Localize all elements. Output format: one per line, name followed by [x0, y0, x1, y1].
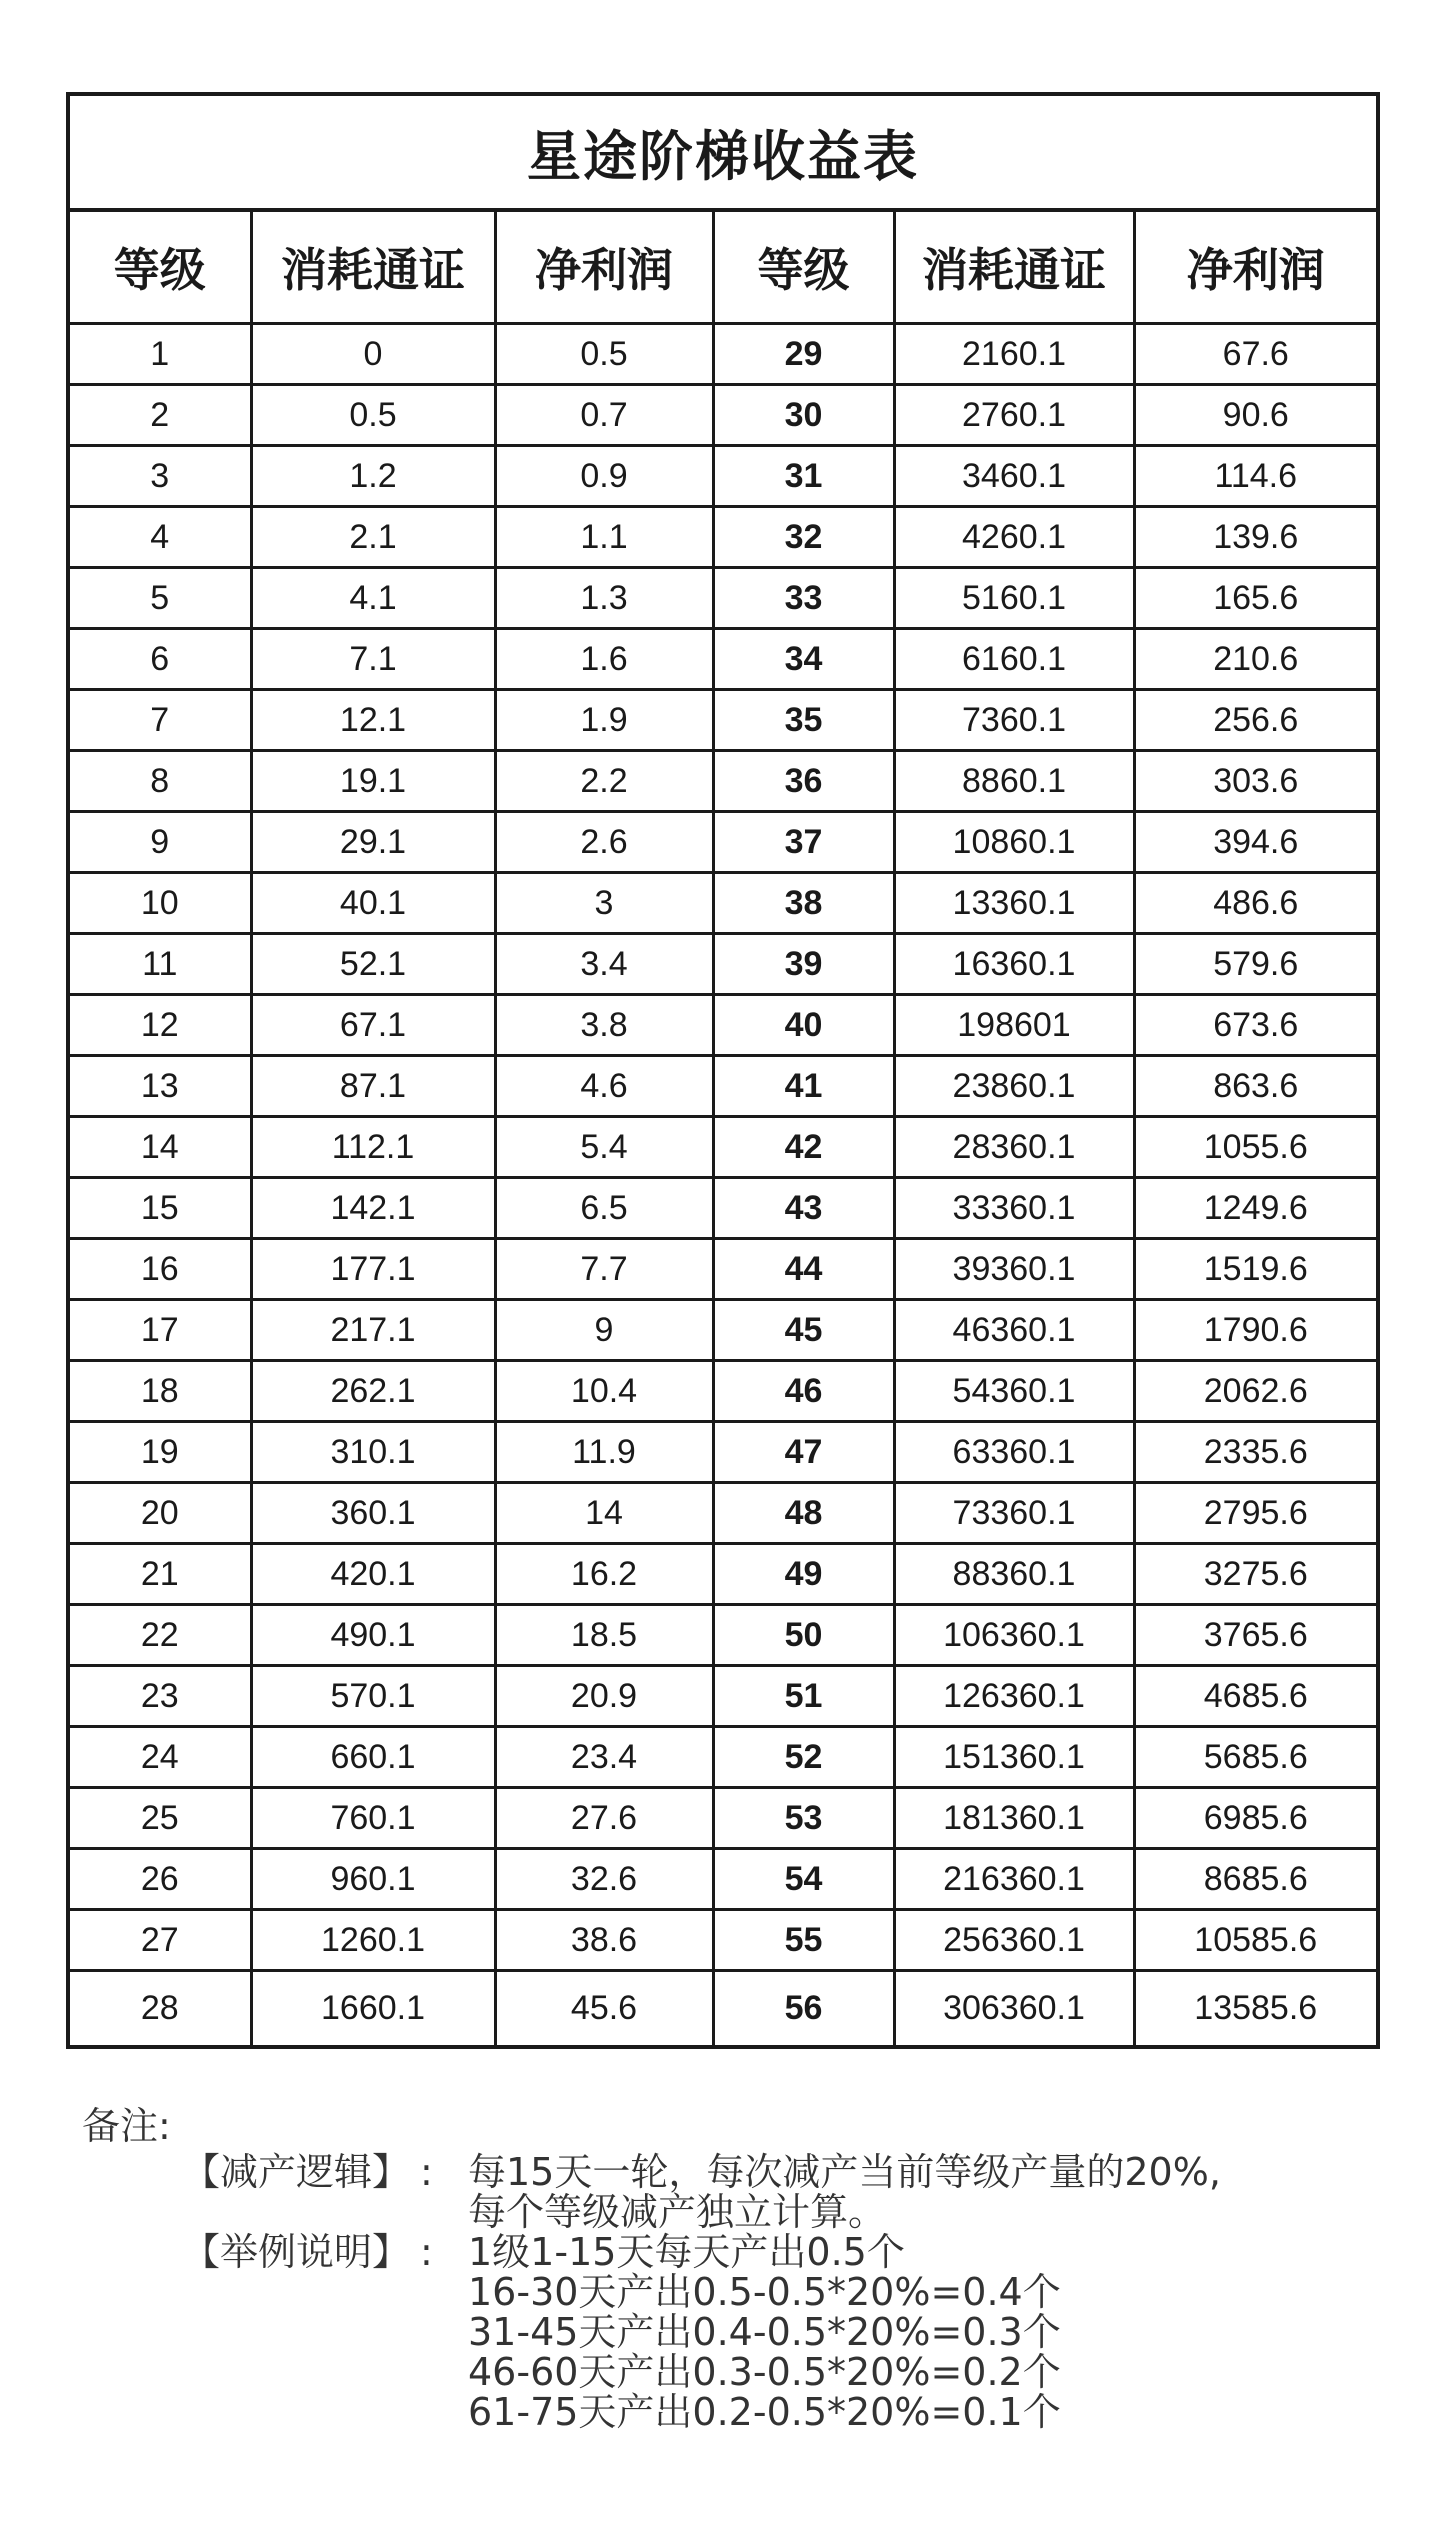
cell-level: 41 — [713, 1056, 894, 1117]
table-row — [70, 1300, 1376, 1361]
cell-profit: 863.6 — [1134, 1056, 1376, 1117]
table-row — [70, 385, 1376, 446]
table-row — [70, 1239, 1376, 1300]
cell-cost: 217.1 — [251, 1300, 495, 1361]
cell-profit: 1519.6 — [1134, 1239, 1376, 1300]
cell-profit: 0.7 — [495, 385, 713, 446]
cell-profit: 10.4 — [495, 1361, 713, 1422]
cell-cost: 570.1 — [251, 1666, 495, 1727]
cell-cost: 1660.1 — [251, 1971, 495, 2046]
cell-cost: 52.1 — [251, 934, 495, 995]
cell-profit: 14 — [495, 1483, 713, 1544]
cell-profit: 2795.6 — [1134, 1483, 1376, 1544]
table-row — [70, 1971, 1376, 2046]
note-line: 46-60天产出0.3-0.5*20%=0.2个 — [468, 2350, 1061, 2394]
cell-cost: 88360.1 — [894, 1544, 1134, 1605]
cell-cost: 420.1 — [251, 1544, 495, 1605]
cell-cost: 39360.1 — [894, 1239, 1134, 1300]
cell-profit: 10585.6 — [1134, 1910, 1376, 1971]
note-line: 1级1-15天每天产出0.5个 — [468, 2230, 905, 2274]
table-row — [70, 1422, 1376, 1483]
table-row — [70, 995, 1376, 1056]
cell-level: 2 — [70, 385, 251, 446]
cell-cost: 960.1 — [251, 1849, 495, 1910]
cell-profit: 394.6 — [1134, 812, 1376, 873]
cell-cost: 5160.1 — [894, 568, 1134, 629]
cell-level: 15 — [70, 1178, 251, 1239]
cell-level: 30 — [713, 385, 894, 446]
cell-cost: 7360.1 — [894, 690, 1134, 751]
table-row — [70, 934, 1376, 995]
cell-profit: 3 — [495, 873, 713, 934]
cell-profit: 5.4 — [495, 1117, 713, 1178]
cell-profit: 16.2 — [495, 1544, 713, 1605]
cell-profit: 90.6 — [1134, 385, 1376, 446]
cell-level: 38 — [713, 873, 894, 934]
cell-level: 17 — [70, 1300, 251, 1361]
cell-level: 11 — [70, 934, 251, 995]
table-row — [70, 812, 1376, 873]
cell-cost: 1.2 — [251, 446, 495, 507]
cell-level: 18 — [70, 1361, 251, 1422]
cell-cost: 2.1 — [251, 507, 495, 568]
cell-cost: 33360.1 — [894, 1178, 1134, 1239]
cell-level: 14 — [70, 1117, 251, 1178]
cell-level: 26 — [70, 1849, 251, 1910]
notes-section — [82, 2106, 1221, 2432]
cell-level: 28 — [70, 1971, 251, 2046]
cell-profit: 27.6 — [495, 1788, 713, 1849]
cell-profit: 673.6 — [1134, 995, 1376, 1056]
income-table-card — [66, 92, 1380, 2049]
cell-profit: 67.6 — [1134, 324, 1376, 385]
note-line: 每15天一轮，每次减产当前等级产量的20%, — [468, 2150, 1221, 2194]
note-line: 16-30天产出0.5-0.5*20%=0.4个 — [468, 2270, 1061, 2314]
cell-profit: 1249.6 — [1134, 1178, 1376, 1239]
cell-cost: 126360.1 — [894, 1666, 1134, 1727]
cell-level: 33 — [713, 568, 894, 629]
cell-level: 51 — [713, 1666, 894, 1727]
cell-cost: 310.1 — [251, 1422, 495, 1483]
cell-cost: 660.1 — [251, 1727, 495, 1788]
cell-level: 3 — [70, 446, 251, 507]
cell-profit: 3765.6 — [1134, 1605, 1376, 1666]
table-row — [70, 629, 1376, 690]
cell-level: 47 — [713, 1422, 894, 1483]
cell-cost: 12.1 — [251, 690, 495, 751]
table-row — [70, 1849, 1376, 1910]
header-row — [70, 212, 1376, 324]
cell-cost: 760.1 — [251, 1788, 495, 1849]
cell-level: 46 — [713, 1361, 894, 1422]
note-tag: 【举例说明】 — [182, 2230, 411, 2274]
cell-cost: 63360.1 — [894, 1422, 1134, 1483]
cell-profit: 139.6 — [1134, 507, 1376, 568]
cell-profit: 45.6 — [495, 1971, 713, 2046]
cell-level: 52 — [713, 1727, 894, 1788]
cell-level: 44 — [713, 1239, 894, 1300]
income-table — [70, 212, 1376, 2045]
cell-profit: 3.4 — [495, 934, 713, 995]
cell-cost: 177.1 — [251, 1239, 495, 1300]
cell-cost: 256360.1 — [894, 1910, 1134, 1971]
cell-profit: 20.9 — [495, 1666, 713, 1727]
cell-cost: 13360.1 — [894, 873, 1134, 934]
cell-profit: 23.4 — [495, 1727, 713, 1788]
cell-level: 4 — [70, 507, 251, 568]
cell-profit: 2335.6 — [1134, 1422, 1376, 1483]
cell-cost: 198601 — [894, 995, 1134, 1056]
table-row — [70, 1666, 1376, 1727]
cell-cost: 142.1 — [251, 1178, 495, 1239]
note-lines — [468, 2232, 1061, 2432]
cell-cost: 4.1 — [251, 568, 495, 629]
note-item — [82, 2152, 1221, 2232]
cell-profit: 1.1 — [495, 507, 713, 568]
cell-level: 54 — [713, 1849, 894, 1910]
cell-profit: 4.6 — [495, 1056, 713, 1117]
cell-profit: 210.6 — [1134, 629, 1376, 690]
cell-profit: 13585.6 — [1134, 1971, 1376, 2046]
note-colon: : — [420, 2150, 433, 2194]
cell-level: 37 — [713, 812, 894, 873]
cell-cost: 490.1 — [251, 1605, 495, 1666]
cell-profit: 5685.6 — [1134, 1727, 1376, 1788]
cell-profit: 2.6 — [495, 812, 713, 873]
cell-cost: 151360.1 — [894, 1727, 1134, 1788]
cell-cost: 360.1 — [251, 1483, 495, 1544]
header-cost: 消耗通证 — [894, 212, 1134, 324]
header-cost: 消耗通证 — [251, 212, 495, 324]
cell-profit: 1.3 — [495, 568, 713, 629]
header-level: 等级 — [70, 212, 251, 324]
cell-level: 25 — [70, 1788, 251, 1849]
note-lines — [468, 2152, 1221, 2232]
cell-level: 27 — [70, 1910, 251, 1971]
cell-profit: 1.6 — [495, 629, 713, 690]
note-line: 61-75天产出0.2-0.5*20%=0.1个 — [468, 2390, 1061, 2434]
cell-profit: 486.6 — [1134, 873, 1376, 934]
table-row — [70, 1727, 1376, 1788]
cell-cost: 16360.1 — [894, 934, 1134, 995]
table-row — [70, 1605, 1376, 1666]
cell-profit: 7.7 — [495, 1239, 713, 1300]
note-line: 31-45天产出0.4-0.5*20%=0.3个 — [468, 2310, 1061, 2354]
cell-cost: 1260.1 — [251, 1910, 495, 1971]
table-row — [70, 1483, 1376, 1544]
table-body — [70, 324, 1376, 2046]
cell-cost: 29.1 — [251, 812, 495, 873]
cell-cost: 0.5 — [251, 385, 495, 446]
note-line: 每个等级减产独立计算。 — [468, 2190, 887, 2234]
table-row — [70, 446, 1376, 507]
header-level: 等级 — [713, 212, 894, 324]
note-tag: 【减产逻辑】 — [182, 2150, 411, 2194]
cell-profit: 0.5 — [495, 324, 713, 385]
header-profit: 净利润 — [495, 212, 713, 324]
cell-level: 21 — [70, 1544, 251, 1605]
cell-level: 19 — [70, 1422, 251, 1483]
cell-cost: 40.1 — [251, 873, 495, 934]
cell-profit: 579.6 — [1134, 934, 1376, 995]
cell-profit: 4685.6 — [1134, 1666, 1376, 1727]
cell-cost: 67.1 — [251, 995, 495, 1056]
cell-cost: 54360.1 — [894, 1361, 1134, 1422]
cell-profit: 303.6 — [1134, 751, 1376, 812]
cell-cost: 306360.1 — [894, 1971, 1134, 2046]
cell-cost: 8860.1 — [894, 751, 1134, 812]
cell-profit: 3275.6 — [1134, 1544, 1376, 1605]
cell-level: 16 — [70, 1239, 251, 1300]
table-row — [70, 568, 1376, 629]
cell-profit: 2.2 — [495, 751, 713, 812]
cell-cost: 28360.1 — [894, 1117, 1134, 1178]
cell-level: 10 — [70, 873, 251, 934]
cell-level: 32 — [713, 507, 894, 568]
cell-level: 53 — [713, 1788, 894, 1849]
cell-level: 20 — [70, 1483, 251, 1544]
cell-profit: 256.6 — [1134, 690, 1376, 751]
note-item — [82, 2232, 1221, 2432]
table-row — [70, 1361, 1376, 1422]
table-row — [70, 507, 1376, 568]
cell-cost: 106360.1 — [894, 1605, 1134, 1666]
cell-profit: 3.8 — [495, 995, 713, 1056]
cell-cost: 73360.1 — [894, 1483, 1134, 1544]
cell-level: 50 — [713, 1605, 894, 1666]
cell-level: 22 — [70, 1605, 251, 1666]
cell-profit: 1.9 — [495, 690, 713, 751]
cell-profit: 6985.6 — [1134, 1788, 1376, 1849]
table-row — [70, 1117, 1376, 1178]
cell-cost: 216360.1 — [894, 1849, 1134, 1910]
cell-cost: 7.1 — [251, 629, 495, 690]
cell-profit: 9 — [495, 1300, 713, 1361]
cell-level: 8 — [70, 751, 251, 812]
cell-level: 24 — [70, 1727, 251, 1788]
cell-cost: 4260.1 — [894, 507, 1134, 568]
cell-level: 5 — [70, 568, 251, 629]
cell-level: 13 — [70, 1056, 251, 1117]
cell-profit: 38.6 — [495, 1910, 713, 1971]
note-colon: : — [420, 2230, 433, 2274]
cell-level: 48 — [713, 1483, 894, 1544]
cell-profit: 18.5 — [495, 1605, 713, 1666]
table-row — [70, 1544, 1376, 1605]
cell-level: 45 — [713, 1300, 894, 1361]
table-row — [70, 873, 1376, 934]
cell-level: 29 — [713, 324, 894, 385]
table-row — [70, 690, 1376, 751]
cell-level: 12 — [70, 995, 251, 1056]
cell-cost: 6160.1 — [894, 629, 1134, 690]
cell-cost: 19.1 — [251, 751, 495, 812]
cell-profit: 6.5 — [495, 1178, 713, 1239]
cell-profit: 1790.6 — [1134, 1300, 1376, 1361]
cell-profit: 11.9 — [495, 1422, 713, 1483]
cell-level: 35 — [713, 690, 894, 751]
cell-cost: 87.1 — [251, 1056, 495, 1117]
cell-cost: 3460.1 — [894, 446, 1134, 507]
cell-level: 23 — [70, 1666, 251, 1727]
table-row — [70, 1056, 1376, 1117]
table-row — [70, 1178, 1376, 1239]
cell-cost: 181360.1 — [894, 1788, 1134, 1849]
table-row — [70, 1910, 1376, 1971]
cell-profit: 8685.6 — [1134, 1849, 1376, 1910]
table-row — [70, 751, 1376, 812]
cell-level: 56 — [713, 1971, 894, 2046]
header-profit: 净利润 — [1134, 212, 1376, 324]
cell-profit: 114.6 — [1134, 446, 1376, 507]
cell-cost: 46360.1 — [894, 1300, 1134, 1361]
cell-level: 34 — [713, 629, 894, 690]
cell-cost: 2760.1 — [894, 385, 1134, 446]
cell-cost: 0 — [251, 324, 495, 385]
cell-profit: 1055.6 — [1134, 1117, 1376, 1178]
cell-level: 6 — [70, 629, 251, 690]
cell-cost: 112.1 — [251, 1117, 495, 1178]
table-row — [70, 324, 1376, 385]
cell-level: 42 — [713, 1117, 894, 1178]
notes-heading: 备注: — [82, 2104, 171, 2148]
cell-level: 31 — [713, 446, 894, 507]
cell-level: 36 — [713, 751, 894, 812]
table-title: 星途阶梯收益表 — [70, 96, 1376, 212]
cell-level: 1 — [70, 324, 251, 385]
cell-profit: 2062.6 — [1134, 1361, 1376, 1422]
cell-profit: 32.6 — [495, 1849, 713, 1910]
cell-cost: 2160.1 — [894, 324, 1134, 385]
cell-profit: 0.9 — [495, 446, 713, 507]
cell-cost: 10860.1 — [894, 812, 1134, 873]
cell-profit: 165.6 — [1134, 568, 1376, 629]
table-row — [70, 1788, 1376, 1849]
cell-cost: 262.1 — [251, 1361, 495, 1422]
cell-level: 40 — [713, 995, 894, 1056]
cell-level: 7 — [70, 690, 251, 751]
cell-cost: 23860.1 — [894, 1056, 1134, 1117]
cell-level: 9 — [70, 812, 251, 873]
cell-level: 43 — [713, 1178, 894, 1239]
cell-level: 49 — [713, 1544, 894, 1605]
cell-level: 39 — [713, 934, 894, 995]
cell-level: 55 — [713, 1910, 894, 1971]
